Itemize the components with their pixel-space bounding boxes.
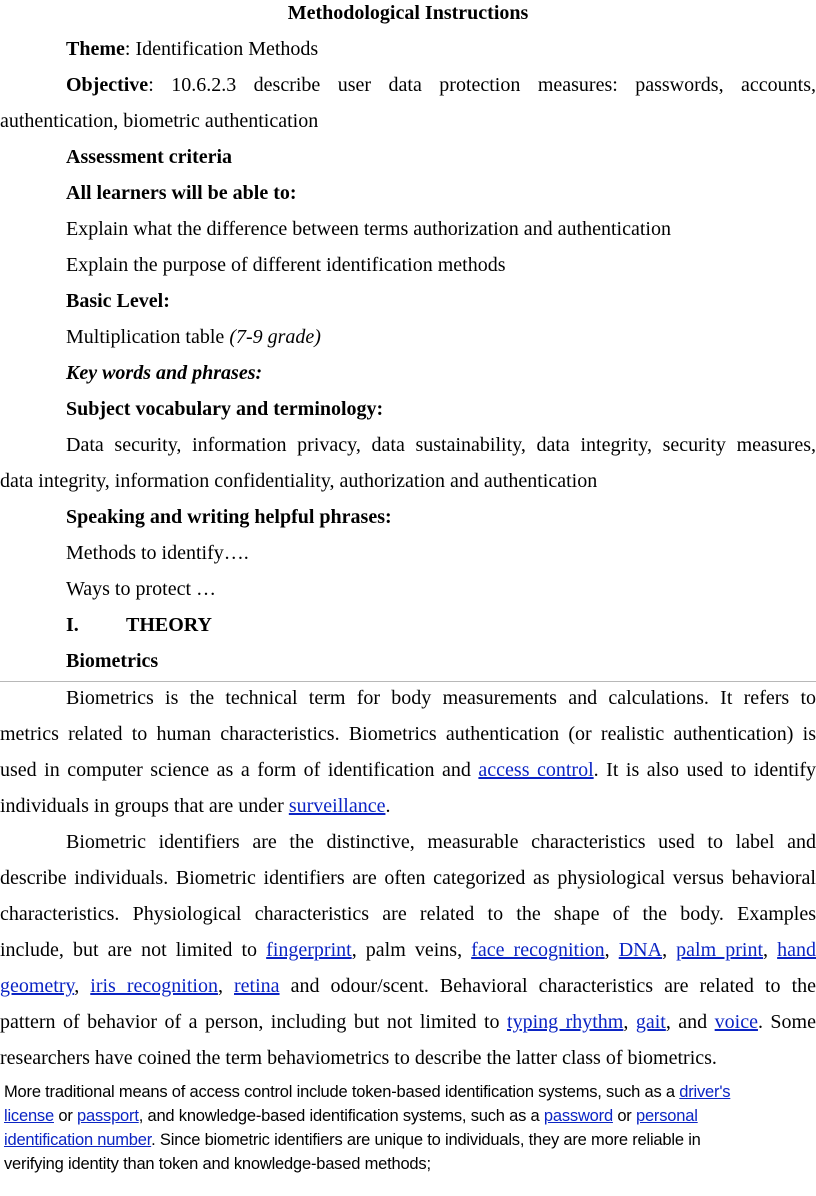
para2-line-5: geometry, iris recognition, retina and odour/scent. Behavioral characteristics are related to the bbox=[0, 975, 816, 997]
para1-line-3: used in computer science as a form of identification and access control. It is also used to identify bbox=[0, 759, 816, 781]
basic-level-text: Multiplication table (7-9 grade) bbox=[66, 326, 321, 348]
basic-level-heading: Basic Level: bbox=[66, 290, 170, 312]
para2-line-4: include, but are not limited to fingerprint, palm veins, face recognition, DNA, palm print, hand bbox=[0, 939, 816, 961]
assessment-criteria-heading: Assessment criteria bbox=[66, 146, 233, 168]
link-iris-recognition[interactable]: iris recognition bbox=[90, 975, 218, 997]
para2-line-2: describe individuals. Biometric identifiers are often categorized as physiological versus behavioral bbox=[0, 867, 816, 889]
link-face-recognition[interactable]: face recognition bbox=[471, 939, 605, 961]
para1-line-4: individuals in groups that are under surveillance. bbox=[0, 795, 391, 817]
helpful-phrases-heading: Speaking and writing helpful phrases: bbox=[66, 506, 392, 528]
para1-line-1: Biometrics is the technical term for body measurements and calculations. It refers to bbox=[66, 687, 816, 709]
link-password[interactable]: password bbox=[543, 1107, 613, 1125]
link-personal-identification-number[interactable]: identification number bbox=[4, 1131, 152, 1149]
para3-line-2: license or passport, and knowledge-based identification systems, such as a password or personal bbox=[4, 1107, 698, 1125]
link-hand-geometry[interactable]: geometry bbox=[0, 975, 75, 997]
link-voice[interactable]: voice bbox=[714, 1011, 758, 1033]
link-typing-rhythm[interactable]: typing rhythm bbox=[507, 1011, 624, 1033]
para2-line-1: Biometric identifiers are the distinctive, measurable characteristics used to label and bbox=[66, 831, 816, 853]
para1-line-2: metrics related to human characteristics. Biometrics authentication (or realistic authentication) is bbox=[0, 723, 816, 745]
learner-goal: Explain the purpose of different identification methods bbox=[66, 254, 506, 276]
link-dna[interactable]: DNA bbox=[618, 939, 663, 961]
subject-vocab-line-2: data integrity, information confidentiality, authorization and authentication bbox=[0, 470, 598, 492]
para2-line-7: researchers have coined the term behaviometrics to describe the latter class of biometrics. bbox=[0, 1047, 717, 1069]
link-drivers-license[interactable]: driver's bbox=[679, 1083, 731, 1101]
link-passport[interactable]: passport bbox=[77, 1107, 139, 1125]
para3-line-3: identification number. Since biometric identifiers are unique to individuals, they are more reliable in bbox=[4, 1131, 701, 1149]
link-hand-geometry[interactable]: hand bbox=[777, 939, 816, 961]
para2-line-6: pattern of behavior of a person, including but not limited to typing rhythm, gait, and voice. Some bbox=[0, 1011, 816, 1033]
all-learners-heading: All learners will be able to: bbox=[66, 182, 297, 204]
para3-line-4: verifying identity than token and knowledge-based methods; bbox=[4, 1155, 431, 1173]
para3-line-1: More traditional means of access control include token-based identification systems, such as a driver's bbox=[4, 1083, 731, 1101]
subsection-heading-biometrics: Biometrics bbox=[66, 650, 159, 672]
link-palm-print[interactable]: palm print bbox=[676, 939, 764, 961]
link-retina[interactable]: retina bbox=[234, 975, 280, 997]
link-drivers-license[interactable]: license bbox=[4, 1107, 54, 1125]
link-access-control[interactable]: access control bbox=[478, 759, 594, 781]
helpful-phrase: Ways to protect … bbox=[66, 578, 217, 600]
theme-line: Theme: Identification Methods bbox=[66, 38, 319, 60]
subject-vocab-heading: Subject vocabulary and terminology: bbox=[66, 398, 384, 420]
learner-goal: Explain what the difference between terms authorization and authentication bbox=[66, 218, 671, 240]
link-surveillance[interactable]: surveillance bbox=[288, 795, 386, 817]
key-words-heading: Key words and phrases: bbox=[66, 362, 263, 384]
helpful-phrase: Methods to identify…. bbox=[66, 542, 249, 564]
subject-vocab-line-1: Data security, information privacy, data sustainability, data integrity, security measures, bbox=[66, 434, 816, 456]
link-fingerprint[interactable]: fingerprint bbox=[266, 939, 352, 961]
objective-line-2: authentication, biometric authentication bbox=[0, 110, 319, 132]
link-gait[interactable]: gait bbox=[635, 1011, 666, 1033]
para2-line-3: characteristics. Physiological characteristics are related to the shape of the body. Examples bbox=[0, 903, 816, 925]
document-title: Methodological Instructions bbox=[287, 2, 529, 24]
section-heading-theory: I. THEORY bbox=[66, 614, 212, 636]
objective-line-1: Objective: 10.6.2.3 describe user data protection measures: passwords, accounts, bbox=[66, 74, 816, 96]
link-personal-identification-number[interactable]: personal bbox=[635, 1107, 698, 1125]
